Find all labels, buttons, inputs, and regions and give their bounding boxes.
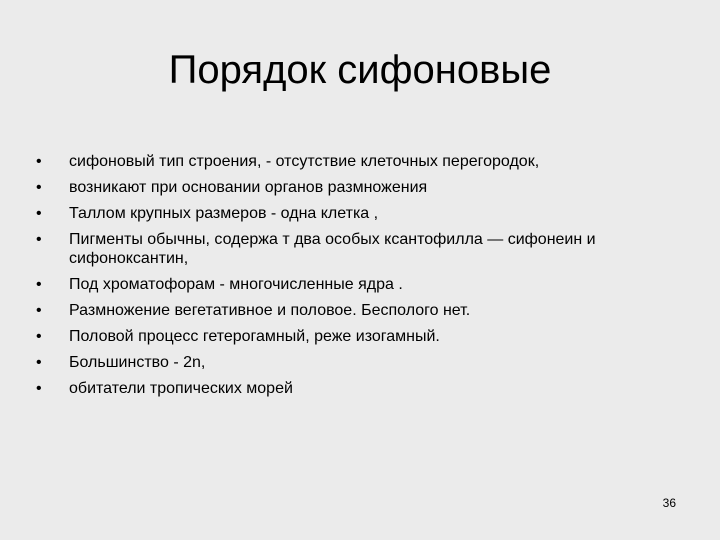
bullet-text: Размножение вегетативное и половое. Бесполого нет. <box>69 302 471 319</box>
bullet-icon: • <box>36 354 42 371</box>
list-item <box>36 178 676 197</box>
bullet-text: возникают при основании органов размножения <box>69 179 428 196</box>
list-item <box>36 353 676 372</box>
list-item <box>36 230 676 268</box>
bullet-icon: • <box>36 276 42 293</box>
list-item <box>36 327 676 346</box>
list-item <box>36 152 676 171</box>
bullet-text: Половой процесс гетерогамный, реже изогамный. <box>69 328 440 345</box>
bullet-icon: • <box>36 153 42 170</box>
bullet-text: обитатели тропических морей <box>69 380 293 397</box>
bullet-icon: • <box>36 205 42 222</box>
list-item <box>36 379 676 398</box>
bullet-text: Таллом крупных размеров - одна клетка , <box>69 205 379 222</box>
bullet-icon: • <box>36 328 42 345</box>
bullet-icon: • <box>36 302 42 319</box>
bullet-icon: • <box>36 380 42 397</box>
bullet-list <box>36 152 676 405</box>
bullet-text: Под хроматофорам - многочисленные ядра . <box>69 276 403 293</box>
bullet-icon: • <box>36 179 42 196</box>
bullet-text: сифоновый тип строения, - отсутствие клеточных перегородок, <box>69 153 540 170</box>
bullet-text: Пигменты обычны, содержа т два особых ксантофилла — сифонеин и сифоноксантин, <box>69 231 596 267</box>
page-number: 36 <box>662 496 676 510</box>
slide-title: Порядок сифоновые <box>168 48 552 92</box>
list-item <box>36 275 676 294</box>
bullet-text: Большинство - 2n, <box>69 354 206 371</box>
list-item <box>36 204 676 223</box>
bullet-icon: • <box>36 231 42 248</box>
list-item <box>36 301 676 320</box>
